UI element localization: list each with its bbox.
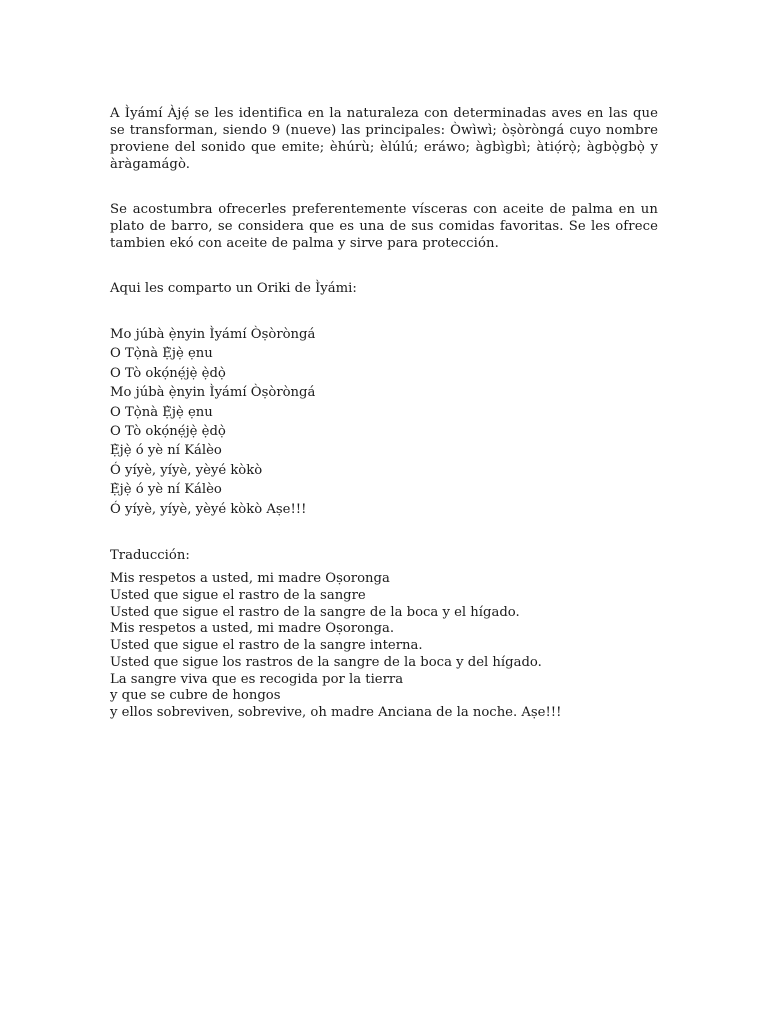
- oriki-line: Ẹ̀jẹ̀ ó yè ní Kálèo: [110, 443, 222, 459]
- translation-line: y que se cubre de hongos: [110, 688, 281, 704]
- oriki-verse: [110, 325, 658, 519]
- offering-paragraph: Se acostumbra ofrecerles preferentemente vísceras con aceite de palma en un plato de barro, se considera que es una de sus comidas favoritas. Se les ofrece tambien ekó con aceite de palma y sirve para protección.: [110, 202, 658, 251]
- translation-line: y ellos sobreviven, sobrevive, oh madre Anciana de la noche. Aṣe!!!: [110, 705, 562, 721]
- oriki-line: Ẹ̀jẹ̀ ó yè ní Kálèo: [110, 482, 222, 498]
- translation-verse: [110, 571, 658, 722]
- oriki-line: Mo júbà ẹ̀nyin Ìyámí Òṣòròngá: [110, 327, 316, 342]
- document-page: [110, 105, 658, 722]
- oriki-line: O Tò okọ́nẹ́jẹ̀ ẹ̀dọ̀: [110, 365, 226, 381]
- translation-heading: Traducción:: [110, 547, 190, 563]
- oriki-line: O Tọ̀nà Ẹ̀jẹ̀ ẹnu: [110, 346, 213, 362]
- translation-line: La sangre viva que es recogida por la tierra: [110, 671, 404, 687]
- oriki-line: Mo júbà ẹ̀nyin Ìyámí Òṣòròngá: [110, 385, 316, 401]
- translation-line: Mis respetos a usted, mi madre Oṣoronga.: [110, 621, 395, 637]
- translation-line: Usted que sigue el rastro de la sangre de la boca y el hígado.: [110, 604, 520, 620]
- oriki-line: O Tò okọ́nẹ́jẹ̀ ẹ̀dọ̀: [110, 423, 226, 439]
- intro-paragraph: A Ìyámí Àjẹ́ se les identifica en la naturaleza con determinadas aves en las que se transforman, siendo 9 (nueve) las principales: Òwìwì; òṣòròngá cuyo nombre proviene del sonido que emite; èhúrù; èlúlú; eráwo; àgbìgbì; àtiọ́rọ̀; àgbọ̀gbọ̀ y àràgamágò.: [110, 106, 658, 172]
- translation-line: Usted que sigue el rastro de la sangre interna.: [110, 638, 423, 654]
- oriki-line: Ó yíyè, yíyè, yèyé kòkò: [110, 462, 263, 478]
- translation-line: Mis respetos a usted, mi madre Oṣoronga: [110, 570, 390, 586]
- oriki-intro: Aqui les comparto un Oriki de Ìyámi:: [110, 281, 357, 296]
- translation-line: Usted que sigue el rastro de la sangre: [110, 587, 366, 603]
- oriki-line: O Tọ̀nà Ẹ̀jẹ̀ ẹnu: [110, 404, 213, 420]
- oriki-line: Ó yíyè, yíyè, yèyé kòkò Aṣe!!!: [110, 501, 307, 517]
- translation-line: Usted que sigue los rastros de la sangre de la boca y del hígado.: [110, 654, 542, 670]
